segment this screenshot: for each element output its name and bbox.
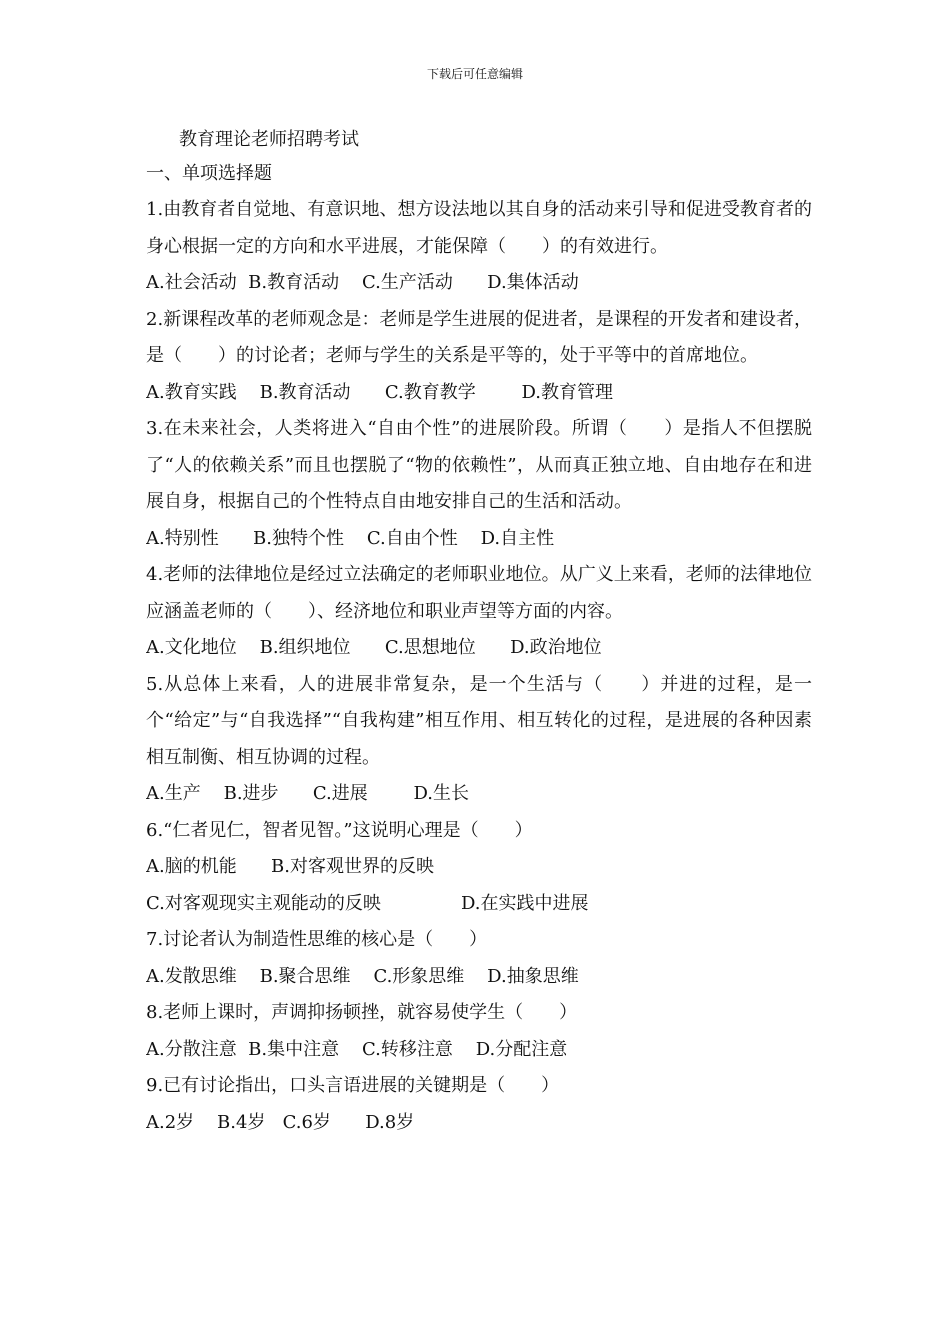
question-options: A.分散注意 B.集中注意 C.转移注意 D.分配注意 — [146, 1038, 568, 1060]
question-options: A.文化地位 B.组织地位 C.思想地位 D.政治地位 — [146, 637, 602, 658]
question-text: 8.老师上课时，声调抑扬顿挫，就容易使学生（ ） — [146, 1002, 578, 1023]
question-text: 2.新课程改革的老师观念是：老师是学生进展的促进者，是课程的开发者和建设者，是（ ）的讨论者；老师与学生的关系是平等的，处于平等中的首席地位。 — [146, 308, 812, 366]
question-6 — [146, 813, 812, 923]
question-options: A.发散思维 B.聚合思维 C.形象思维 D.抽象思维 — [146, 965, 579, 987]
question-options: A.生产 B.进步 C.进展 D.生长 — [146, 783, 470, 804]
question-8 — [146, 995, 812, 1068]
question-1 — [146, 192, 812, 302]
question-options: A.2岁 B.4岁 C.6岁 D.8岁 — [146, 1111, 415, 1133]
question-7 — [146, 922, 812, 995]
question-options: A.教育实践 B.教育活动 C.教育教学 D.教育管理 — [146, 381, 614, 403]
question-text: 9.已有讨论指出，口头言语进展的关键期是（ ） — [146, 1075, 560, 1096]
question-text: 4.老师的法律地位是经过立法确定的老师职业地位。从广义上来看，老师的法律地位应涵盖老师的（ ）、经济地位和职业声望等方面的内容。 — [146, 564, 812, 622]
question-text: 7.讨论者认为制造性思维的核心是（ ） — [146, 929, 488, 950]
question-text: 5.从总体上来看，人的进展非常复杂，是一个生活与（ ）并进的过程，是一个“给定”与“自我选择”“自我构建”相互作用、相互转化的过程，是进展的各种因素相互制衡、相互协调的过程。 — [146, 673, 812, 768]
question-5 — [146, 667, 812, 813]
question-options: C.对客观现实主观能动的反映 D.在实践中进展 — [146, 892, 589, 914]
question-options: A.脑的机能 B.对客观世界的反映 — [146, 856, 434, 877]
question-text: 3.在未来社会，人类将进入“自由个性”的进展阶段。所谓（ ）是指人不但摆脱了“人的依赖关系”而且也摆脱了“物的依赖性”，从而真正独立地、自由地存在和进展自身，根据自己的个性特点自由地安排自己的生活和活动。 — [146, 418, 812, 512]
question-options: A.社会活动 B.教育活动 C.生产活动 D.集体活动 — [146, 272, 579, 293]
question-2 — [146, 302, 812, 412]
question-4 — [146, 557, 812, 667]
document-body — [146, 124, 812, 1141]
question-text: 1.由教育者自觉地、有意识地、想方设法地以其自身的活动来引导和促进受教育者的身心根据一定的方向和水平进展，才能保障（ ）的有效进行。 — [146, 199, 812, 257]
question-options: A.特别性 B.独特个性 C.自由个性 D.自主性 — [146, 527, 555, 549]
header-note: 下载后可任意编辑 — [426, 67, 523, 81]
question-9 — [146, 1068, 812, 1141]
document-title: 教育理论老师招聘考试 — [179, 129, 359, 150]
question-text: 6.“仁者见仁，智者见智。”这说明心理是（ ） — [146, 819, 533, 841]
question-3 — [146, 411, 812, 557]
section-heading: 一、单项选择题 — [146, 163, 272, 184]
